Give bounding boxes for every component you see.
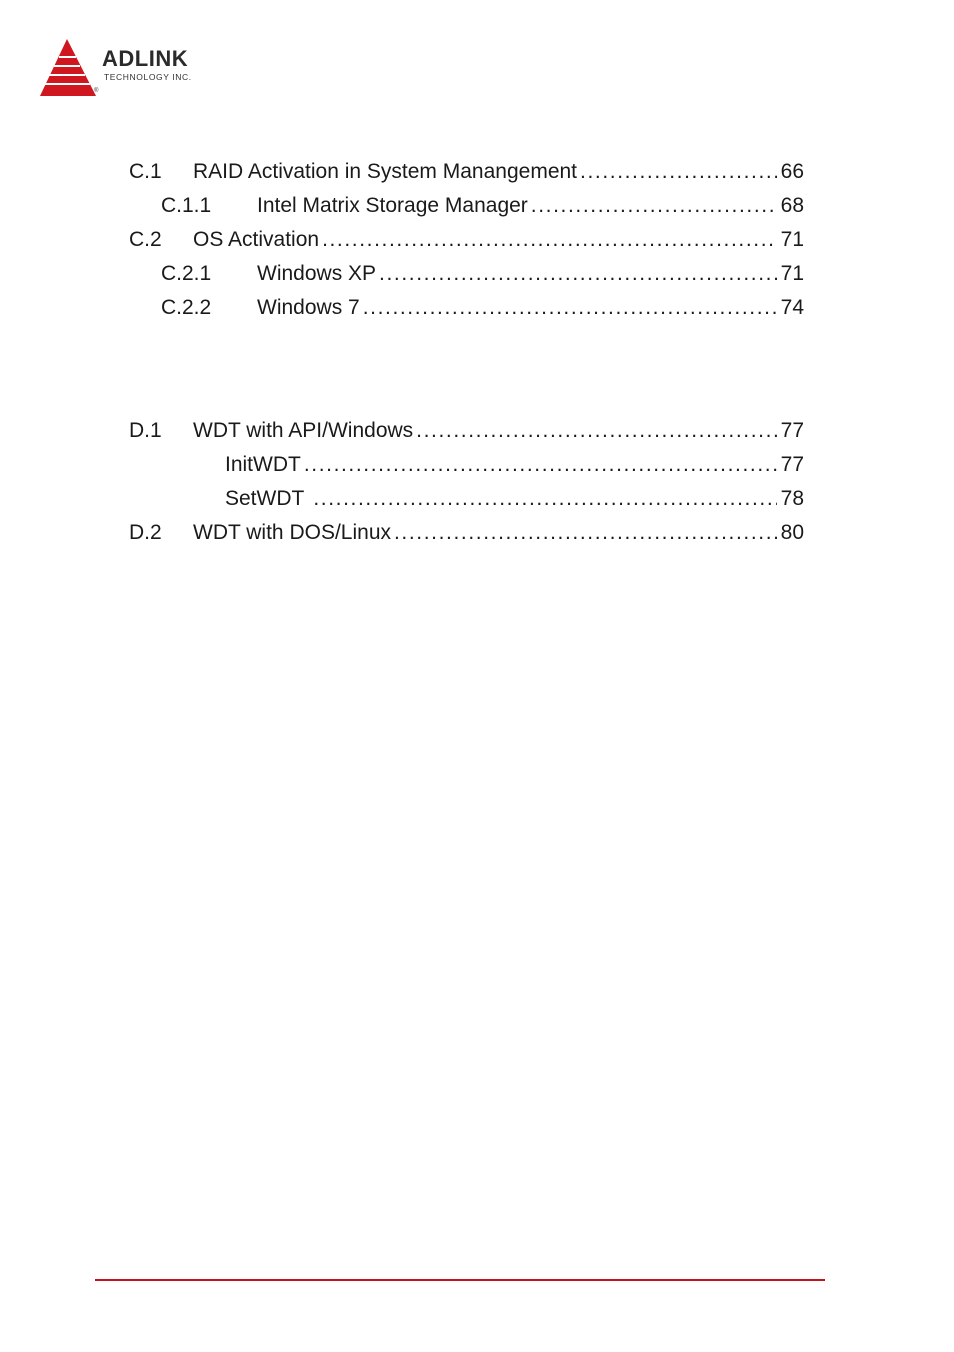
toc-leader-dots	[379, 259, 777, 289]
toc-entry-page: 74	[780, 296, 804, 319]
logo-registered-mark: ®	[94, 88, 99, 94]
logo-wordmark: ADLINK	[102, 46, 189, 71]
toc-entry[interactable]	[0, 293, 954, 323]
toc-entry-title: RAID Activation in System Manangement	[193, 160, 578, 183]
toc-leader-dots	[416, 416, 777, 446]
toc-leader-dots	[580, 157, 777, 187]
toc-entry-page: 77	[780, 419, 804, 442]
logo-subtitle: TECHNOLOGY INC.	[104, 72, 192, 82]
toc-entry[interactable]	[0, 518, 954, 548]
toc-leader-dots	[322, 225, 777, 255]
toc-entry-title: Intel Matrix Storage Manager	[257, 194, 528, 217]
toc-leader-dots	[394, 518, 777, 548]
toc-entry-title: Windows 7	[257, 296, 360, 319]
toc-entry-page: 71	[780, 262, 804, 285]
adlink-triangle-icon	[38, 38, 100, 100]
toc-entry[interactable]	[0, 225, 954, 255]
toc-entry[interactable]	[0, 157, 954, 187]
toc-entry[interactable]	[0, 416, 954, 446]
toc-entry-title: InitWDT	[225, 453, 301, 476]
toc-entry-number: C.1	[129, 160, 162, 183]
toc-entry[interactable]	[0, 450, 954, 480]
toc-entry-page: 68	[780, 194, 804, 217]
toc-entry-number: D.2	[129, 521, 162, 544]
toc-entry-page: 66	[780, 160, 804, 183]
toc-entry-number: C.2.1	[161, 262, 212, 285]
toc-entry-page: 80	[780, 521, 804, 544]
toc-entry-page: 78	[780, 487, 804, 510]
toc-leader-dots	[531, 191, 777, 221]
toc-entry-page: 77	[780, 453, 804, 476]
toc-entry-number: D.1	[129, 419, 162, 442]
toc-entry-title: SetWDT	[225, 487, 305, 510]
toc-entry[interactable]	[0, 259, 954, 289]
toc-entry-title: WDT with DOS/Linux	[193, 521, 391, 544]
toc-entry[interactable]	[0, 484, 954, 514]
toc-entry-number: C.2.2	[161, 296, 212, 319]
toc-entry[interactable]	[0, 191, 954, 221]
toc-entry-title: OS Activation	[193, 228, 320, 251]
company-logo	[38, 38, 238, 100]
toc-entry-title: WDT with API/Windows	[193, 419, 414, 442]
toc-entry-number: C.2	[129, 228, 162, 251]
toc-leader-dots	[313, 484, 777, 514]
toc-leader-dots	[304, 450, 777, 480]
toc-entry-number: C.1.1	[161, 194, 212, 217]
toc-entry-page: 71	[780, 228, 804, 251]
toc-entry-title: Windows XP	[257, 262, 377, 285]
footer-divider	[95, 1279, 825, 1281]
toc-leader-dots	[363, 293, 777, 323]
